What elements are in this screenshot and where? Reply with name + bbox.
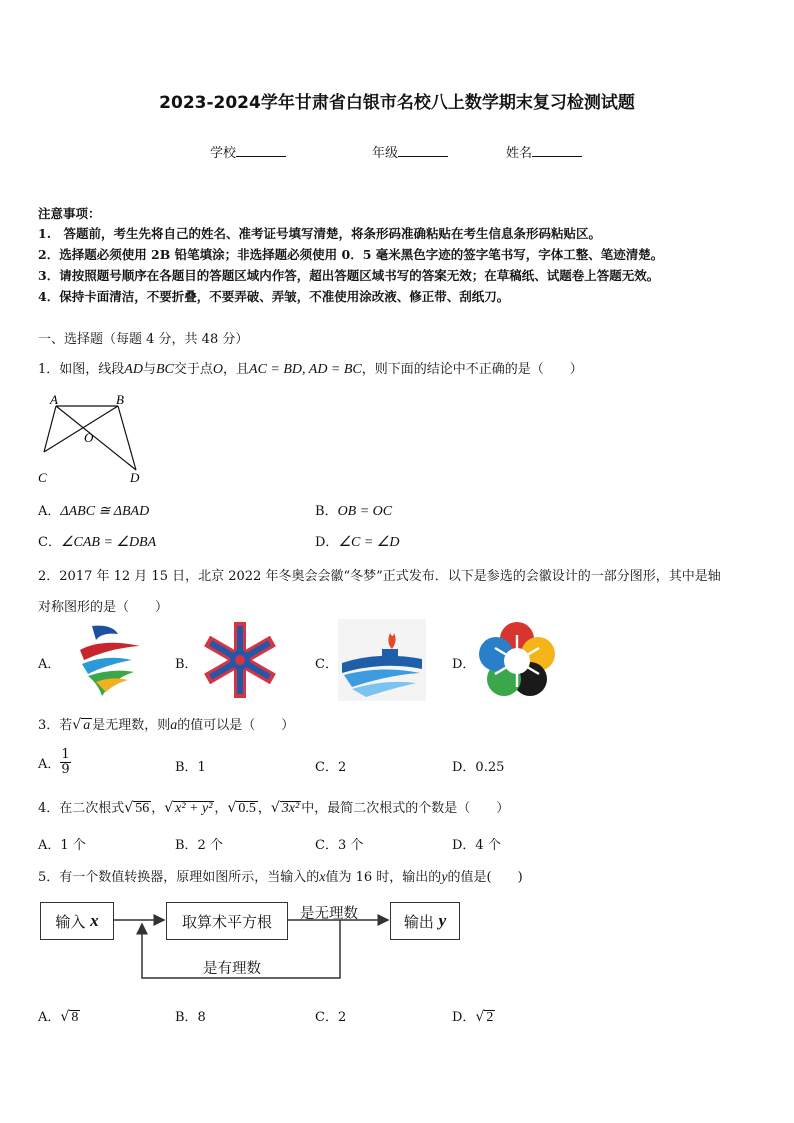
q3-option-b[interactable]: B．1 (175, 760, 206, 775)
q2-stem-line1: 2．2017 年 12 月 15 日，北京 2022 年冬奥会会徽“冬梦”正式发布．以下是参选的会徽设计的一部分图形，其中是轴 (38, 569, 721, 584)
q4-stem: 4．在二次根式√ 56 ，√ x² + y² ，√ 0.5 ，√ 3x² 中，最简二次根式的个数是（ ） (38, 800, 510, 816)
q4-option-b[interactable]: B．2 个 (175, 838, 223, 853)
name-field[interactable] (506, 142, 582, 161)
flow-input-box: 输入 x (40, 902, 114, 940)
fig-label-o: O (84, 430, 94, 445)
q4-option-c[interactable]: C．3 个 (315, 838, 364, 853)
flow-output-box: 输出 y (390, 902, 460, 940)
notice-item-4: 4．保持卡面清洁，不要折叠，不要弄破、弄皱，不准使用涂改液、修正带、刮纸刀。 (38, 289, 510, 304)
notice-item-3: 3．请按照题号顺序在各题目的答题区域内作答，超出答题区域书写的答案无效；在草稿纸、试题卷上答题无效。 (38, 268, 660, 283)
flow-irrational-label: 是无理数 (300, 906, 358, 922)
name-blank[interactable] (532, 144, 582, 157)
fig-label-a: A (50, 392, 58, 407)
notice-heading: 注意事项： (38, 206, 101, 221)
school-field[interactable] (210, 142, 286, 161)
q2-stem-line2: 对称图形的是（ ） (38, 600, 169, 615)
school-blank[interactable] (236, 144, 286, 157)
notice-item-2: 2．选择题必须使用 2B 铅笔填涂；非选择题必须使用 0．5 毫米黑色字迹的签字笔书写，字体工整、笔迹清楚。 (38, 247, 664, 262)
grade-field[interactable] (372, 142, 448, 161)
q5-option-c[interactable]: C．2 (315, 1010, 347, 1025)
q1-figure (34, 390, 150, 490)
fig-label-d: D (130, 470, 140, 485)
flow-arrows (0, 890, 794, 990)
notice-item-1: 1. 答题前，考生先将自己的姓名、准考证号填写清楚，将条形码准确粘贴在考生信息条形码粘贴区。 (38, 226, 602, 241)
q1-option-a[interactable]: A．ΔABC ≅ ΔBAD (38, 504, 150, 519)
q4-option-d[interactable]: D．4 个 (452, 838, 501, 853)
q4-option-a[interactable]: A．1 个 (38, 838, 86, 853)
q2-option-c-label[interactable]: C． (315, 657, 338, 672)
q1-option-b[interactable]: B．OB = OC (315, 504, 393, 519)
q3-option-a[interactable]: A． $\frac{1}{9}$ (38, 747, 70, 777)
grade-blank[interactable] (398, 144, 448, 157)
q5-option-b[interactable]: B．8 (175, 1010, 206, 1025)
flow-process-box: 取算术平方根 (166, 902, 288, 940)
q1-option-d[interactable]: D．∠C = ∠D (315, 535, 400, 550)
q5-stem: 5．有一个数值转换器，原理如图所示，当输入的x值为 16 时，输出的y的值是( ) (38, 870, 523, 885)
name-label: 姓名 (506, 146, 533, 161)
page-title: 2023-2024学年甘肃省白银市名校八上数学期末复习检测试题 (159, 93, 635, 113)
flow-rational-label: 是有理数 (203, 961, 261, 977)
q3-stem: 3．若√ a 是无理数，则a的值可以是（ ） (38, 717, 295, 733)
q2-option-a-label[interactable]: A． (38, 657, 61, 672)
q1-option-c[interactable]: C．∠CAB = ∠DBA (38, 535, 157, 550)
q5-option-d[interactable]: D．√ 2 (452, 1009, 494, 1025)
emblem-c-icon[interactable] (338, 619, 426, 701)
q2-option-d-label[interactable]: D． (452, 657, 476, 672)
q1-stem: 1．如图，线段AD与BC交于点O，且AC = BD, AD = BC，则下面的结论中不正确的是（ ） (38, 362, 583, 377)
section-heading: 一、选择题（每题 4 分，共 48 分） (38, 332, 249, 347)
emblem-a-icon[interactable] (62, 620, 152, 700)
q3-option-c[interactable]: C．2 (315, 760, 347, 775)
fig-label-b: B (116, 392, 124, 407)
school-label: 学校 (210, 146, 237, 161)
q5-option-a[interactable]: A．√ 8 (38, 1009, 79, 1025)
grade-label: 年级 (372, 146, 399, 161)
emblem-b-icon[interactable] (200, 620, 280, 700)
emblem-d-icon[interactable] (476, 619, 558, 701)
fig-label-c: C (38, 470, 47, 485)
q2-option-b-label[interactable]: B． (175, 657, 198, 672)
q3-option-d[interactable]: D．0.25 (452, 760, 505, 775)
